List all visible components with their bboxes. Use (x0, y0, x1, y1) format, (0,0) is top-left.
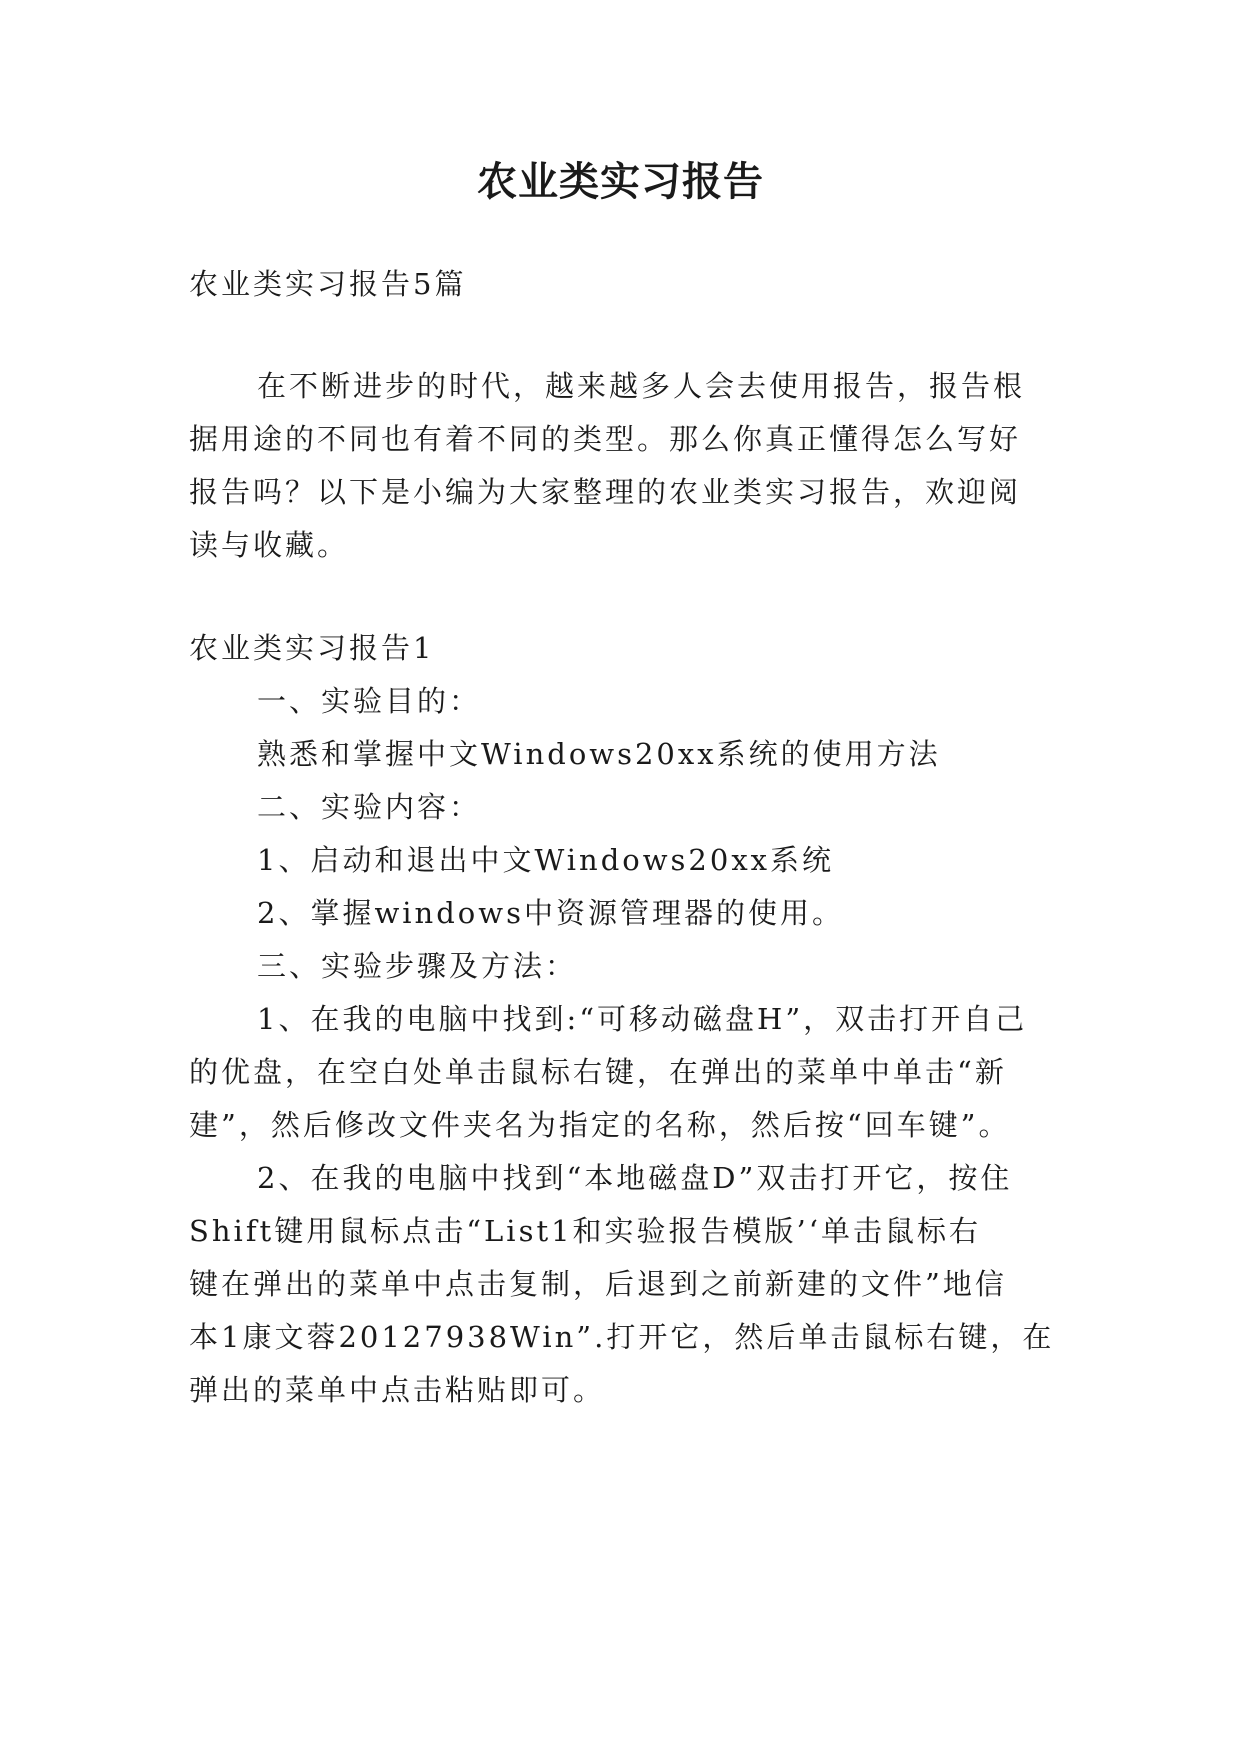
intro-line: 读与收藏。 (189, 528, 350, 562)
intro-line: 在不断进步的时代，越来越多人会去使用报告，报告根 (257, 369, 1026, 403)
document-title: 农业类实习报告 (477, 158, 764, 205)
section-line: 2、在我的电脑中找到“本地磁盘D”双击打开它，按住 (257, 1161, 1013, 1195)
section-line: 弹出的菜单中点击粘贴即可。 (189, 1373, 606, 1407)
document-subtitle: 农业类实习报告5篇 (189, 267, 467, 301)
section-line: 二、实验内容： (257, 790, 482, 824)
section-line: 键在弹出的菜单中点击复制，后退到之前新建的文件”地信 (189, 1267, 1007, 1301)
section-line: 1、启动和退出中文Windows20xx系统 (257, 843, 835, 877)
section-line: 2、掌握windows中资源管理器的使用。 (257, 896, 844, 930)
intro-line: 报告吗？以下是小编为大家整理的农业类实习报告，欢迎阅 (189, 475, 1022, 509)
section-line: 熟悉和掌握中文Windows20xx系统的使用方法 (257, 737, 941, 771)
intro-line: 据用途的不同也有着不同的类型。那么你真正懂得怎么写好 (189, 422, 1022, 456)
section-line: 本1康文蓉20127938Win”.打开它，然后单击鼠标右键，在 (189, 1320, 1055, 1354)
section-line: 建”，然后修改文件夹名为指定的名称，然后按“回车键”。 (189, 1108, 1011, 1142)
section-line: 1、在我的电脑中找到:“可移动磁盘H”，双击打开自己 (257, 1002, 1028, 1036)
section-line: 一、实验目的： (257, 684, 482, 718)
section-line: Shift键用鼠标点击“List1和实验报告模版’‘单击鼠标右 (189, 1214, 981, 1248)
section-heading: 农业类实习报告1 (189, 631, 435, 665)
section-line: 三、实验步骤及方法： (257, 949, 578, 983)
section-line: 的优盘，在空白处单击鼠标右键，在弹出的菜单中单击“新 (189, 1055, 1007, 1089)
